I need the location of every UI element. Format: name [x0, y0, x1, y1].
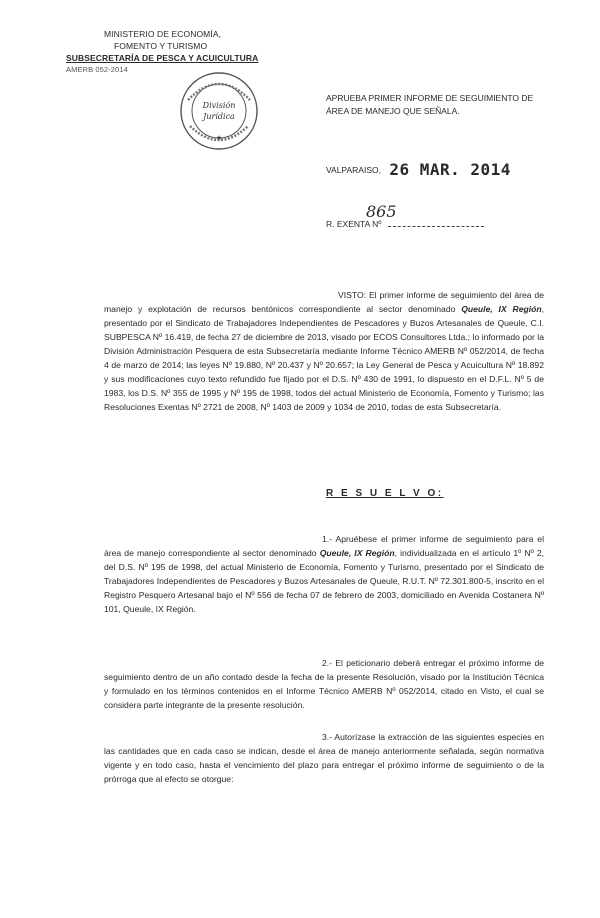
visto-sector: Queule, IX Región [461, 304, 542, 314]
visto-label: VISTO: [338, 290, 367, 300]
article-1-sector: Queule, IX Región [319, 548, 395, 558]
svg-text:★: ★ [215, 135, 223, 142]
stamp-text-1: División [202, 101, 236, 110]
division-juridica-stamp [178, 70, 260, 152]
article-1-number: 1.- [322, 534, 333, 544]
letterhead [66, 28, 276, 76]
exenta-label: R. EXENTA Nº [326, 219, 382, 229]
article-2-number: 2.- [322, 658, 333, 668]
exenta-blank-line [388, 218, 484, 227]
letterhead-subsecretaria: SUBSECRETARÍA DE PESCA Y ACUICULTURA [66, 53, 259, 63]
article-1-text-1: Apruébese el primer informe de seguimiento para el área de manejo correspondiente al sector denominado [104, 534, 544, 558]
visto-paragraph [104, 288, 544, 414]
place-label: VALPARAISO, [326, 165, 381, 175]
place-date [326, 160, 511, 179]
article-2-text: El peticionario deberá entregar el próximo informe de seguimiento dentro de un año contado desde la fecha de la presente Resolución, visado por la Institución Técnica y formulado en los términos contenidos en el Informe Técnico AMERB Nº 052/2014, citado en Visto, el cual se considera parte integrante de la presente resolución. [104, 658, 545, 710]
letterhead-ministry-2: FOMENTO Y TURISMO [114, 41, 208, 51]
stamp-seal-icon [178, 70, 260, 152]
letterhead-ministry: MINISTERIO DE ECONOMÍA, [104, 29, 222, 39]
visto-text-2: , presentado por el Sindicato de Trabajadores Independientes de Pescadores y Buzos Artesanales de Queule, C.I. SUBPESCA Nº 16.419, de fecha 27 de diciembre de 2013, visado por ECOS Consultores Ltda.; lo informado por la División Administración Pesquera de esta Subsecretaría mediante Informe Técnico AMERB Nº 052/2014, de fecha 4 de marzo de 2014; las leyes Nº 19.880, Nº 20.437 y Nº 20.657; la Ley General de Pesca y Acuicultura Nº 18.892 y sus modificaciones cuyo texto refundido fue fijado por el D.S. Nº 430 de 1991, lo dispuesto en el D.F.L. Nº 5 de 1983, los D.S. Nº 355 de 1995 y Nº 195 de 1998, todos del actual Ministerio de Economía, Fomento y Turismo; las Resoluciones Exentas Nº 2721 de 2008, Nº 1403 de 2009 y 1034 de 2010, todas de esta Subsecretaría. [104, 304, 544, 412]
resuelvo-heading: R E S U E L V O: [326, 488, 444, 499]
article-1 [104, 532, 544, 616]
article-3 [104, 730, 544, 786]
stamp-text-2: Jurídica [203, 112, 235, 121]
visto-text-1: El primer informe de seguimiento del área de manejo y explotación de recursos bentónicos correspondiente al sector denominado [104, 290, 544, 314]
letterhead-reference: AMERB 052-2014 [66, 65, 128, 74]
article-1-text-2: , individualizada en el artículo 1º Nº 2, del D.S. Nº 195 de 1998, del actual Ministerio de Economía, Fomento y Turismo, presentado por el Sindicato de Trabajadores Independientes de Pescadores y Buzos Artesanales de Queule, R.U.T. Nº 72.301.800-5, inscrito en el Registro Pesquero Artesanal bajo el Nº 556 de fecha 07 de febrero de 2003, domiciliado en Avenida Costanera Nº 101, Queule, IX Región. [104, 548, 544, 614]
article-3-number: 3.- [322, 732, 333, 742]
article-2 [104, 656, 544, 712]
date-stamp: 26 MAR. 2014 [389, 160, 511, 179]
exenta-handwritten-number: 865 [366, 202, 397, 221]
resolution-subject: APRUEBA PRIMER INFORME DE SEGUIMIENTO DE ÁREA DE MANEJO QUE SEÑALA. [326, 93, 534, 116]
exenta-number [326, 202, 484, 229]
article-3-text: Autorízase la extracción de las siguientes especies en las cantidades que en cada caso se indican, desde el área de manejo anteriormente señalada, según normativa vigente y en todo caso, hasta el vencimiento del plazo para entregar el próximo informe de seguimiento o de la prórroga que al efecto se otorgue: [104, 732, 544, 784]
